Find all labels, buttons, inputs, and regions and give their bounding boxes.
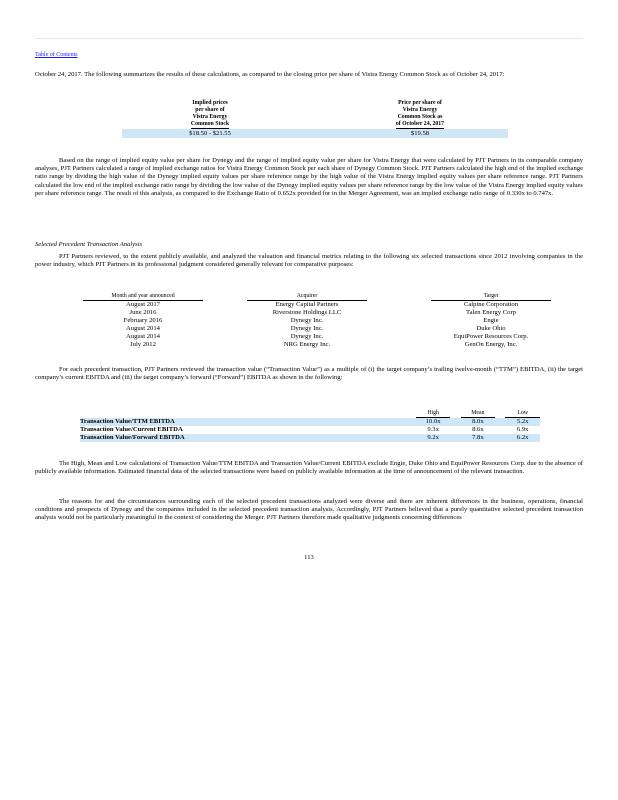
transactions-table <box>83 292 551 349</box>
table-row: Transaction Value/Forward EBITDA 9.2x 7.8x 6.2x <box>80 434 540 442</box>
intro-paragraph: October 24, 2017. The following summarizes the results of these calculations, as compared to the closing price per share of Vistra Energy Common Stock as of October 24, 2017: <box>35 71 505 78</box>
closing-price-header: Price per share of Vistra Energy Common Stock as of October 24, 2017 <box>395 100 445 127</box>
table-row: February 2016 Dynegy Inc. Engie <box>123 317 499 324</box>
closing-price-value: $19.58 <box>410 130 430 137</box>
multiples-table <box>80 409 540 442</box>
col-header-mean: Mean <box>461 409 496 418</box>
header-rule <box>35 38 583 39</box>
table-row: August 2017 Energy Capital Partners Calpine Corporation <box>126 301 519 308</box>
reasons-paragraph: The reasons for and the circumstances surrounding each of the selected precedent transactions analyzed were diverse and there are inherent differences in the business, operations, financial conditions and prospects of Dynegy and the companies included in the selected precedent transaction analysis. Accordingly, PJT Partners believed that a purely quantitative selected precedent transaction analysis would not be particularly meaningful in the context of considering the Merger. PJT Partners therefore made qualitative judgments concerning differences <box>35 498 583 522</box>
each-transaction-paragraph: For each precedent transaction, PJT Partners reviewed the transaction value (“Transaction Value”) as a multiple of (i) the target company’s trailing twelve-month (“TTM”) EBITDA, (ii) the target company’s current EBITDA and (iii) the target company’s forward (“Forward”) EBITDA as shown in the following: <box>35 366 583 382</box>
table-row: August 2014 Dynegy Inc. EquiPower Resources Corp. <box>126 333 529 340</box>
table-row: June 2016 Riverstone Holdings LLC Talen Energy Corp <box>129 309 516 316</box>
col-header-month: Month and year announced <box>83 292 203 301</box>
ranges-paragraph: Based on the range of implied equity value per share for Dynegy and the range of implied equity value per share for Vistra Energy that were calculated by PJT Partners in its comparable company analyses, PJT Partners calculated a range of implied exchange ratios for Vistra Energy Common Stock per each share of Dynegy Common Stock. PJT Partners calculated the high end of the implied exchange ratio range by dividing the high value of the Dynegy implied equity values per share reference range by the high value of the Vistra Energy implied equity values per share reference range. PJT Partners calculated the low end of the implied exchange ratio range by dividing the low value of the Dynegy implied equity values per share reference range by the low value of the Vistra Energy implied equity values per share reference range. The result of this analysis, as compared to the Exchange Ratio of 0.652x provided for in the Merger Agreement, was an implied exchange ratio range of 0.330x to 0.747x. <box>35 157 583 197</box>
table-row: Transaction Value/Current EBITDA 9.3x 8.6x 6.9x <box>80 426 529 433</box>
table-of-contents-link[interactable]: Table of Contents <box>35 52 78 58</box>
table-row: August 2014 Dynegy Inc. Duke Ohio <box>126 325 506 332</box>
col-header-high: High <box>416 409 451 418</box>
page-number: 113 <box>304 554 314 561</box>
implied-price-header: Implied prices per share of Vistra Energy Common Stock <box>190 100 230 127</box>
reviewed-paragraph: PJT Partners reviewed, to the extent publicly available, and analyzed the valuation and financial metrics relating to the following six selected transactions since 2012 involving companies in the power industry, which PJT Partners in its professional judgment considered generally relevant for comparative purposes: <box>35 253 583 269</box>
section-heading: Selected Precedent Transaction Analysis <box>35 241 143 248</box>
col-header-acquirer: Acquirer <box>247 292 367 301</box>
col-header-low: Low <box>505 409 540 418</box>
implied-price-table <box>122 100 508 138</box>
implied-price-value: $18.50 - $21.55 <box>189 130 231 137</box>
col-header-target: Target <box>431 292 551 301</box>
table-row: Transaction Value/TTM EBITDA 10.0x 8.0x 5.2x <box>80 418 540 427</box>
exclude-paragraph: The High, Mean and Low calculations of Transaction Value/TTM EBITDA and Transaction Value/Current EBITDA exclude Engie, Duke Ohio and EquiPower Resources Corp. due to the absence of publicly available information. Estimated financial data of the selected transactions were based on publicly available information at the time of announcement of the relevant transaction. <box>35 460 583 476</box>
table-row: July 2012 NRG Energy Inc. GenOn Energy, Inc. <box>130 341 518 348</box>
